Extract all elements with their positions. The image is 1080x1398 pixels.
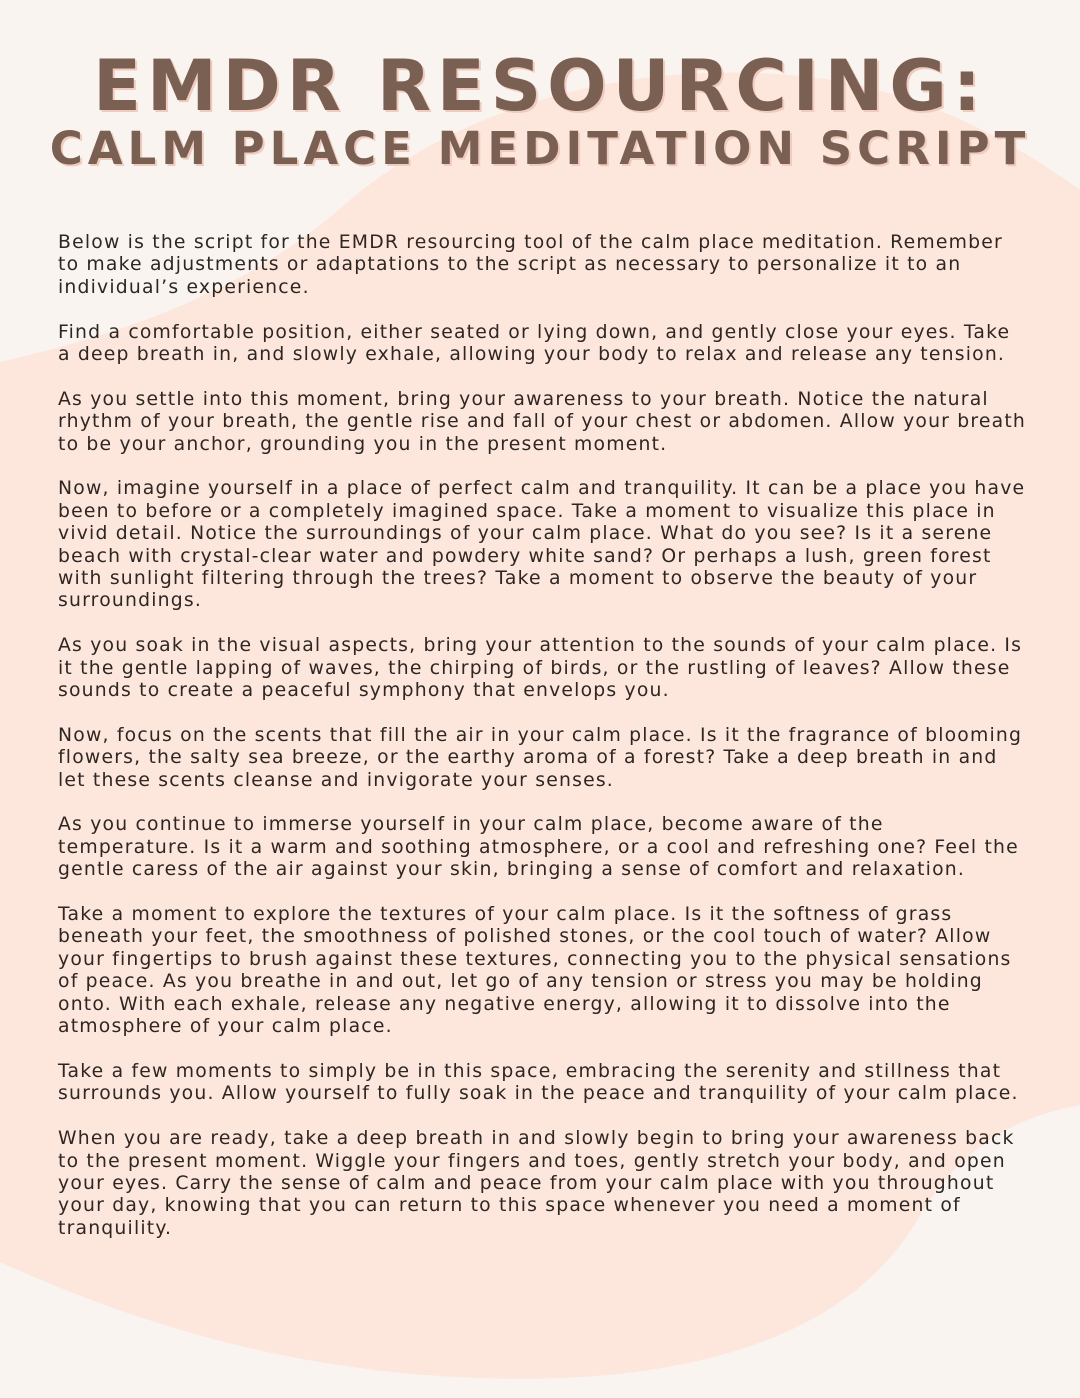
paragraph-breath: As you settle into this moment, bring your awareness to your breath. Notice the natural rhythm of your breath, the gentle rise and fall of your chest or abdomen. Allow your breath to be your anchor, grounding you in the present moment. xyxy=(58,388,1027,455)
page-subtitle: CALM PLACE MEDITATION SCRIPT xyxy=(49,122,1031,175)
paragraph-position: Find a comfortable position, either seated or lying down, and gently close your eyes. Take a deep breath in, and slowly exhale, allowing your body to relax and release any tension. xyxy=(58,321,1011,366)
page-title: EMDR RESOURCING: xyxy=(93,45,987,127)
paragraph-temperature: As you continue to immerse yourself in your calm place, become aware of the temperature. Is it a warm and soothing atmosphere, or a cool and refreshing one? Feel the gentle caress of the air against your skin, bringing a sense of comfort and relaxation. xyxy=(58,814,1019,881)
paragraph-sounds: As you soak in the visual aspects, bring your attention to the sounds of your calm place. Is it the gentle lapping of waves, the chirping of birds, or the rustling of leaves? Allow these sounds to create a peaceful symphony that envelops you. xyxy=(58,635,1023,702)
paragraph-intro: Below is the script for the EMDR resourcing tool of the calm place meditation. Remember to make adjustments or adaptations to the script as necessary to personalize it to an individual’s experience. xyxy=(58,232,1003,298)
paragraph-stillness: Take a few moments to simply be in this space, embracing the serenity and stillness that surrounds you. Allow yourself to fully soak in the peace and tranquility of your calm place. xyxy=(58,1060,1019,1105)
paragraph-scents: Now, focus on the scents that fill the air in your calm place. Is it the fragrance of blooming flowers, the salty sea breeze, or the earthy aroma of a forest? Take a deep breath in and let these scents cleanse and invigorate your senses. xyxy=(58,724,1023,791)
paragraph-textures: Take a moment to explore the textures of your calm place. Is it the softness of grass beneath your feet, the smoothness of polished stones, or the cool touch of water? Allow your fingertips to brush against these textures, connecting you to the physical sensations of peace. As you breathe in and out, let go of any tension or stress you may be holding onto. With each exhale, release any negative energy, allowing it to dissolve into the atmosphere of your calm place. xyxy=(58,904,1012,1038)
paragraph-return: When you are ready, take a deep breath in and slowly begin to bring your awareness back to the present moment. Wiggle your fingers and toes, gently stretch your body, and open your eyes. Carry the sense of calm and peace from your calm place with you throughout your day, knowing that you can return to this space whenever you need a moment of tranquility. xyxy=(58,1128,1015,1239)
script-body xyxy=(58,232,1028,1263)
paragraph-visualize: Now, imagine yourself in a place of perfect calm and tranquility. It can be a place you have been to before or a completely imagined space. Take a moment to visualize this place in vivid detail. Notice the surroundings of your calm place. What do you see? Is it a serene beach with crystal-clear water and powdery white sand? Or perhaps a lush, green forest with sunlight filtering through the trees? Take a moment to observe the beauty of your surroundings. xyxy=(58,478,1026,612)
